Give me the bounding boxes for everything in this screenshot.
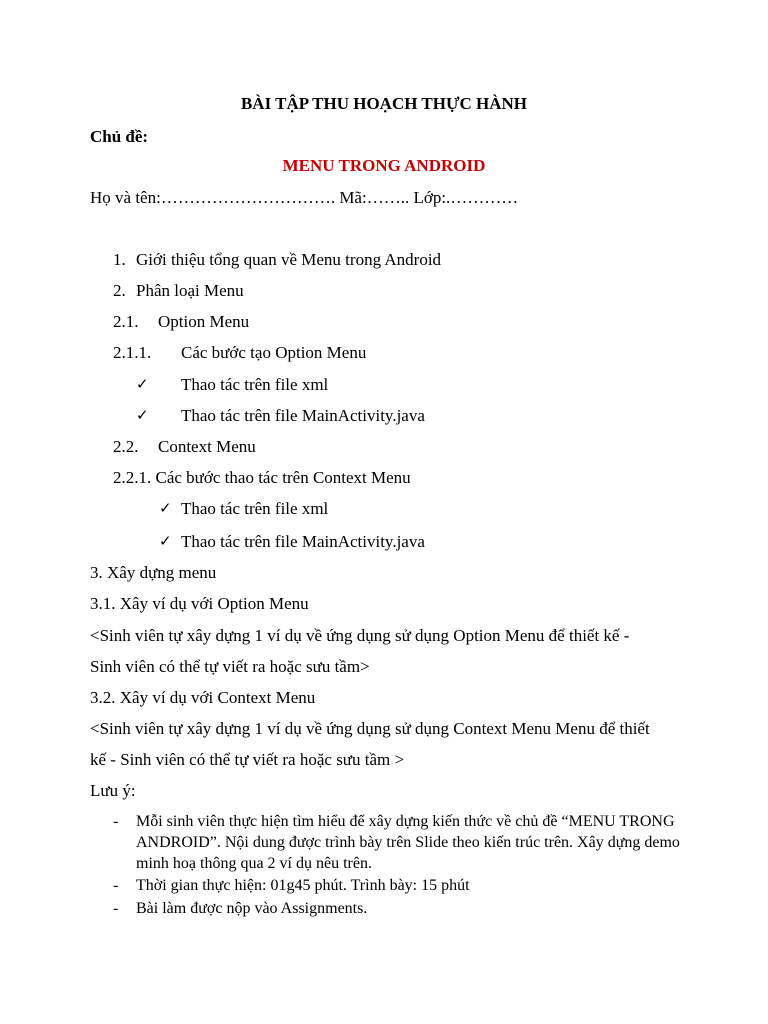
section-heading: 3.1. Xây ví dụ với Option Menu: [90, 594, 309, 613]
outline-number: 2.1.1.: [113, 343, 152, 362]
note-label: Lưu ý:: [90, 781, 136, 800]
checkmark-icon: ✓: [136, 406, 149, 424]
checkmark-icon: ✓: [159, 532, 172, 550]
outline-subitem: Thao tác trên file MainActivity.java: [181, 406, 425, 425]
bullet-dash: -: [113, 900, 119, 917]
section-description: <Sinh viên tự xây dựng 1 ví dụ về ứng dụng sử dụng Context Menu Menu để thiết: [90, 719, 650, 738]
topic-heading: MENU TRONG ANDROID: [282, 156, 486, 175]
outline-item: Giới thiệu tổng quan về Menu trong Android: [136, 250, 442, 269]
outline-item: Phân loại Menu: [136, 281, 244, 300]
section-description: Sinh viên có thể tự viết ra hoặc sưu tầm>: [90, 657, 370, 676]
outline-subitem: Thao tác trên file xml: [181, 375, 329, 394]
outline-item: Context Menu: [158, 437, 256, 456]
section-heading: 3.2. Xây ví dụ với Context Menu: [90, 688, 316, 707]
outline-number: 2.1.: [113, 312, 139, 331]
outline-item: 2.2.1. Các bước thao tác trên Context Menu: [113, 468, 411, 487]
section-description: <Sinh viên tự xây dựng 1 ví dụ về ứng dụng sử dụng Option Menu để thiết kế -: [90, 626, 630, 645]
note-item: Mỗi sinh viên thực hiện tìm hiểu để xây dựng kiến thức về chủ đề “MENU TRONG ANDROID”. Nội dung được trình bày trên Slide theo kiến trúc trên. Xây dựng demo minh hoạ thông qua 2 ví dụ nêu trên.: [136, 813, 680, 872]
checkmark-icon: ✓: [159, 499, 172, 517]
bullet-dash: -: [113, 877, 119, 894]
section-heading: 3. Xây dựng menu: [90, 563, 217, 582]
topic-label: Chủ đề:: [90, 127, 149, 146]
outline-number: 1.: [113, 250, 126, 269]
outline-item: Các bước tạo Option Menu: [181, 343, 367, 362]
outline-item: Option Menu: [158, 312, 250, 331]
note-item: Bài làm được nộp vào Assignments.: [136, 900, 368, 917]
outline-subitem: Thao tác trên file MainActivity.java: [181, 532, 425, 551]
section-description: kế - Sinh viên có thể tự viết ra hoặc sưu tầm >: [90, 750, 405, 769]
outline-number: 2.2.: [113, 437, 139, 456]
note-item: Thời gian thực hiện: 01g45 phút. Trình bày: 15 phút: [136, 877, 470, 894]
checkmark-icon: ✓: [136, 375, 149, 393]
student-info-line: Họ và tên:…………………………. Mã:…….. Lớp:.…………: [90, 188, 519, 207]
document-title: BÀI TẬP THU HOẠCH THỰC HÀNH: [240, 94, 528, 113]
outline-subitem: Thao tác trên file xml: [181, 499, 329, 518]
bullet-dash: -: [113, 813, 119, 830]
outline-number: 2.: [113, 281, 126, 300]
